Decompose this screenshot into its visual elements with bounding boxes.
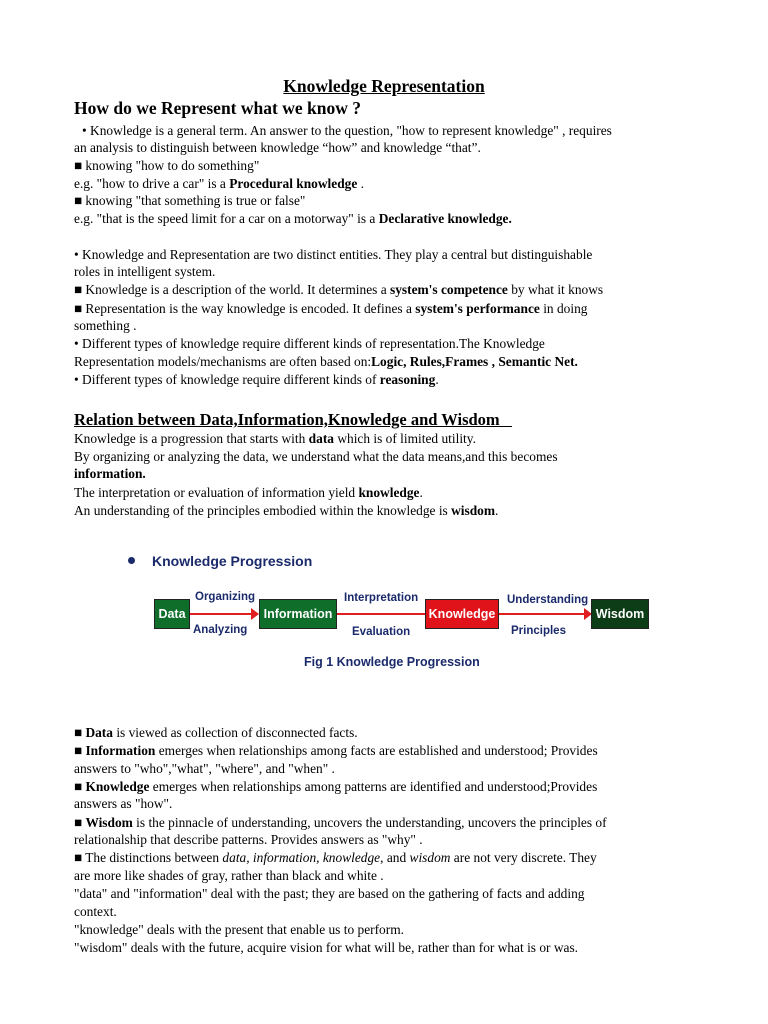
wisdom-definition: ■ Wisdom is the pinnacle of understanding, uncovers the understanding, uncovers the principles of — [74, 815, 607, 830]
label-principles: Principles — [511, 625, 566, 637]
label-evaluation: Evaluation — [352, 626, 411, 638]
information-definition: ■ Information emerges when relationships among facts are established and understood; Provides — [74, 743, 598, 758]
relation-line-2: By organizing or analyzing the data, we understand what the data means,and this becomes — [74, 449, 558, 464]
knowledge-definition-2: answers as "how". — [74, 796, 173, 811]
relation-line-3: information. — [74, 466, 146, 481]
label-organizing: Organizing — [195, 591, 256, 603]
past-line-1: "data" and "information" deal with the past; they are based on the gathering of facts and adding — [74, 886, 585, 901]
section-heading-relation: Relation between Data,Information,Knowledge and Wisdom — [74, 410, 513, 429]
page-title: Knowledge Representation — [283, 76, 485, 96]
arrow-right-icon — [190, 613, 252, 615]
box-wisdom: Wisdom — [591, 599, 649, 629]
past-line-2: context. — [74, 904, 117, 919]
how-bullet: ■ knowing "how to do something" — [74, 158, 260, 173]
information-definition-2: answers to "who","what", "where", and "when" . — [74, 761, 335, 776]
types-line-2: Representation models/mechanisms are often based on:Logic, Rules,Frames , Semantic Net. — [74, 354, 578, 369]
bullet-icon — [128, 557, 135, 564]
section-heading-represent: How do we Represent what we know ? — [74, 98, 361, 118]
future-line: "wisdom" deals with the future, acquire vision for what will be, rather than for what is or was. — [74, 940, 579, 955]
intro-line-1: • Knowledge is a general term. An answer to the question, "how to represent knowledge" , requires — [82, 123, 612, 138]
relation-line-4: The interpretation or evaluation of information yield knowledge. — [74, 485, 423, 500]
intro-line-2: an analysis to distinguish between knowledge “how” and knowledge “that”. — [74, 140, 481, 155]
representation-line-2: something . — [74, 318, 137, 333]
figure-caption: Fig 1 Knowledge Progression — [304, 655, 480, 669]
reasoning-line: • Different types of knowledge require different kinds of reasoning. — [74, 372, 439, 387]
box-knowledge: Knowledge — [425, 599, 499, 629]
box-information: Information — [259, 599, 337, 629]
figure-title: Knowledge Progression — [152, 553, 313, 569]
box-data: Data — [154, 599, 190, 629]
wisdom-definition-2: relationalship that describe patterns. Provides answers as "why" . — [74, 832, 423, 847]
knowledge-definition: ■ Knowledge emerges when relationships among patterns are identified and understood;Provides — [74, 779, 598, 794]
declarative-example: e.g. "that is the speed limit for a car on a motorway" is a Declarative knowledge. — [74, 211, 512, 226]
label-analyzing: Analyzing — [193, 624, 248, 636]
present-line: "knowledge" deals with the present that enable us to perform. — [74, 922, 404, 937]
that-bullet: ■ knowing "that something is true or false" — [74, 193, 306, 208]
relation-line-5: An understanding of the principles embodied within the knowledge is wisdom. — [74, 503, 499, 518]
types-line-1: • Different types of knowledge require different kinds of representation.The Knowledge — [74, 336, 545, 351]
label-understanding: Understanding — [507, 594, 589, 606]
knowledge-progression-figure — [120, 548, 660, 678]
data-definition: ■ Data is viewed as collection of disconnected facts. — [74, 725, 358, 740]
kr-line-2: roles in intelligent system. — [74, 264, 216, 279]
representation-description: ■ Representation is the way knowledge is encoded. It defines a system's performance in doing — [74, 301, 588, 316]
procedural-example: e.g. "how to drive a car" is a Procedural knowledge . — [74, 176, 364, 191]
relation-line-1: Knowledge is a progression that starts with data which is of limited utility. — [74, 431, 476, 446]
distinctions-line-1: ■ The distinctions between data, information, knowledge, and wisdom are not very discrete. They — [74, 850, 597, 865]
label-interpretation: Interpretation — [344, 592, 419, 604]
distinctions-line-2: are more like shades of gray, rather than black and white . — [74, 868, 384, 883]
arrow-right-icon — [499, 613, 585, 615]
arrow-right-icon — [337, 613, 427, 615]
kr-line-1: • Knowledge and Representation are two distinct entities. They play a central but distinguishable — [74, 247, 593, 262]
knowledge-description: ■ Knowledge is a description of the world. It determines a system's competence by what it knows — [74, 282, 604, 297]
